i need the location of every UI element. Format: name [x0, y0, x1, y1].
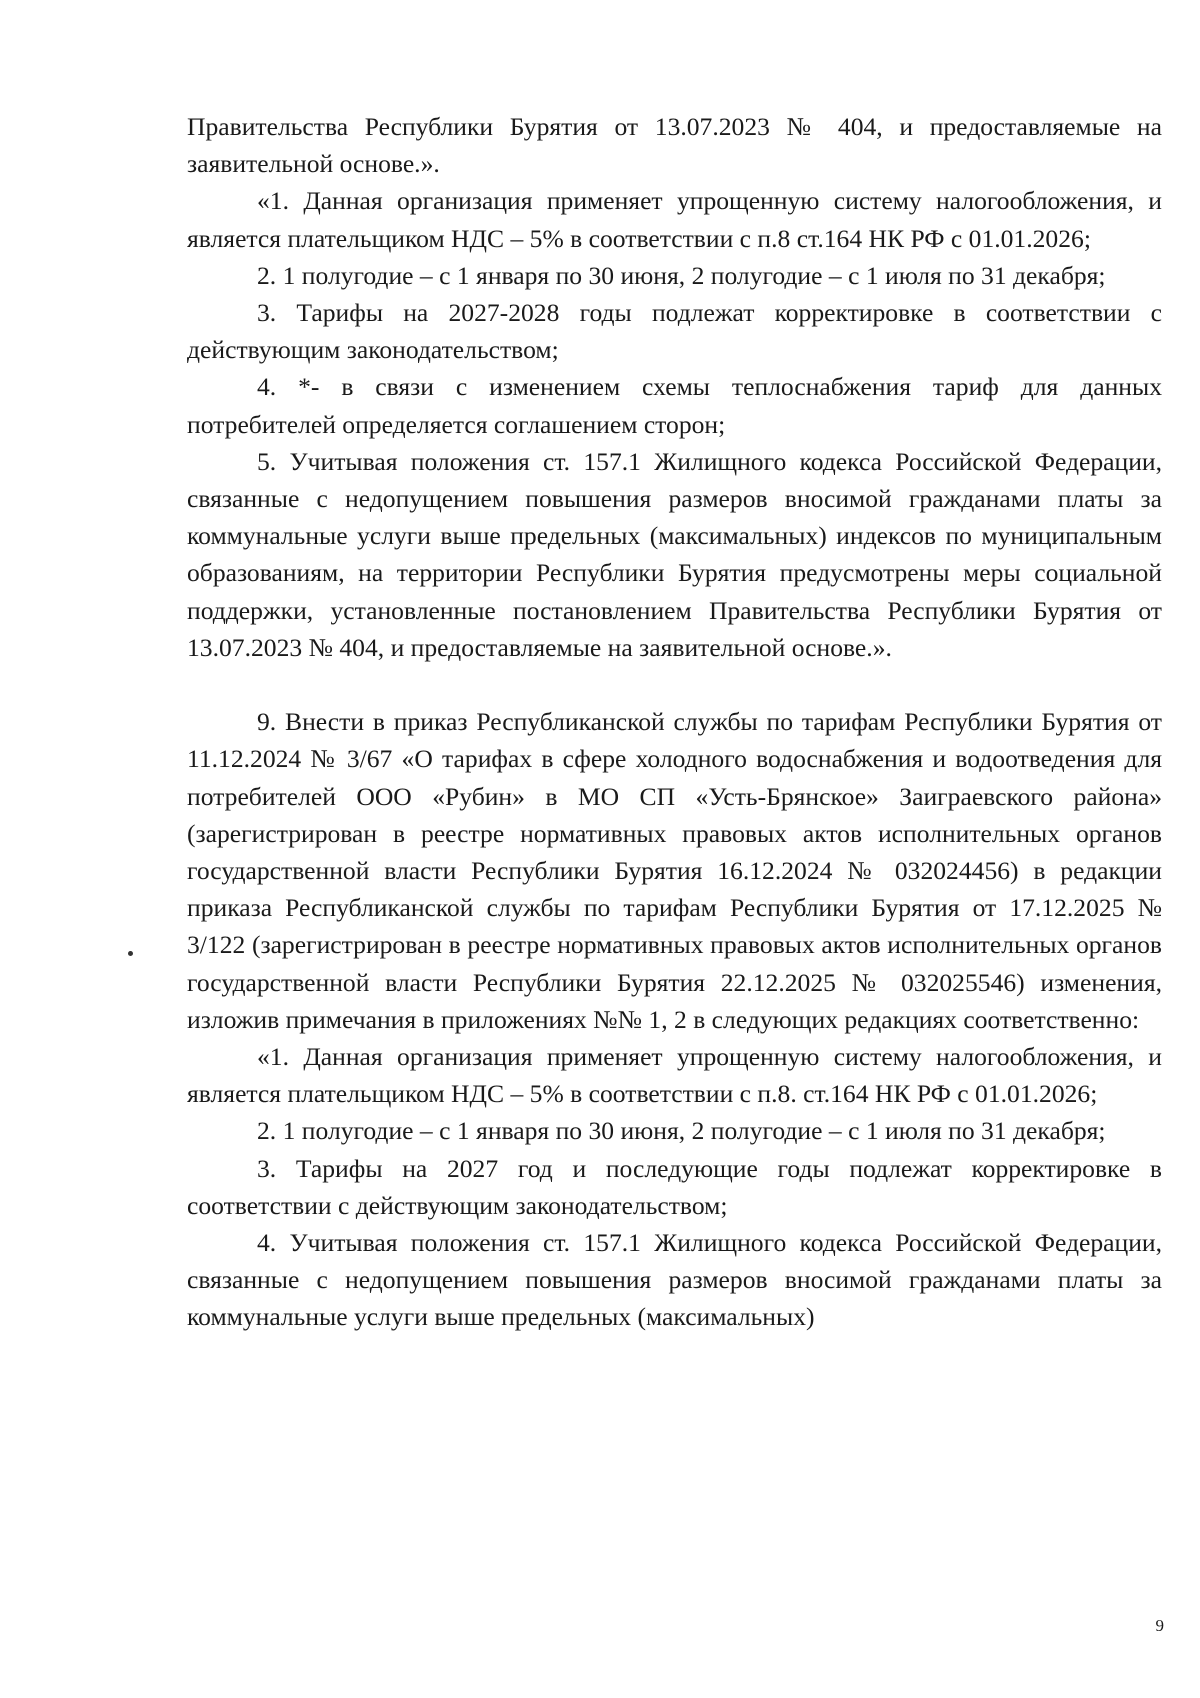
clause-9: 9. Внести в приказ Республиканской службы по тарифам Республики Бурятия от 11.12.2024 № 3/67 «О тарифах в сфере холодного водоснабжения и водоотведения для потребителей ООО «Рубин» в МО СП «Усть-Брянское» Заиграевского района» (зарегистрирован в реестре нормативных правовых актов исполнительных органов государственной власти Республики Бурятия 16.12.2024 № 032024456) в редакции приказа Республиканской службы по тарифам Республики Бурятия от 17.12.2025 № 3/122 (зарегистрирован в реестре нормативных правовых актов исполнительных органов государственной власти Республики Бурятия 22.12.2025 № 032025546) изменения, изложив примечания в приложениях №№ 1, 2 в следующих редакциях соответственно: [187, 707, 1162, 1034]
note-2-half-years: 2. 1 полугодие – с 1 января по 30 июня, 2 полугодие – с 1 июля по 31 декабря; [257, 260, 1106, 290]
clause-9-note-3: 3. Тарифы на 2027 год и последующие годы подлежат корректировке в соответствии с действующим законодательством; [187, 1153, 1162, 1220]
clause-9-note-4: 4. Учитывая положения ст. 157.1 Жилищного кодекса Российской Федерации, связанные с недопущением повышения размеров вносимой гражданами платы за коммунальные услуги выше предельных (максимальных) [187, 1228, 1162, 1332]
clause-9-note-1: «1. Данная организация применяет упрощенную систему налогообложения, и является плательщиком НДС – 5% в соответствии с п.8. ст.164 НК РФ с 01.01.2026; [187, 1042, 1162, 1109]
note-3-tariff-adjustment: 3. Тарифы на 2027-2028 годы подлежат корректировке в соответствии с действующим законодательством; [187, 298, 1162, 365]
document-body [187, 108, 1162, 1336]
paragraph-continuation: Правительства Республики Бурятия от 13.07.2023 № 404, и предоставляемые на заявительной основе.». [187, 112, 1162, 179]
scan-speck [128, 951, 133, 956]
clause-9-note-2: 2. 1 полугодие – с 1 января по 30 июня, 2 полугодие – с 1 июля по 31 декабря; [257, 1116, 1106, 1146]
note-5-social-support: 5. Учитывая положения ст. 157.1 Жилищного кодекса Российской Федерации, связанные с недопущением повышения размеров вносимой гражданами платы за коммунальные услуги выше предельных (максимальных) индексов по муниципальным образованиям, на территории Республики Бурятия предусмотрены меры социальной поддержки, установленные постановлением Правительства Республики Бурятия от 13.07.2023 № 404, и предоставляемые на заявительной основе.». [187, 446, 1162, 662]
note-4-heat-supply: 4. *- в связи с изменением схемы теплоснабжения тариф для данных потребителей определяется соглашением сторон; [187, 372, 1162, 439]
note-1-tax-system: «1. Данная организация применяет упрощенную систему налогообложения, и является плательщиком НДС – 5% в соответствии с п.8 ст.164 НК РФ с 01.01.2026; [187, 186, 1162, 253]
paragraph-gap [187, 666, 1162, 703]
page-number: 9 [1155, 1616, 1164, 1635]
